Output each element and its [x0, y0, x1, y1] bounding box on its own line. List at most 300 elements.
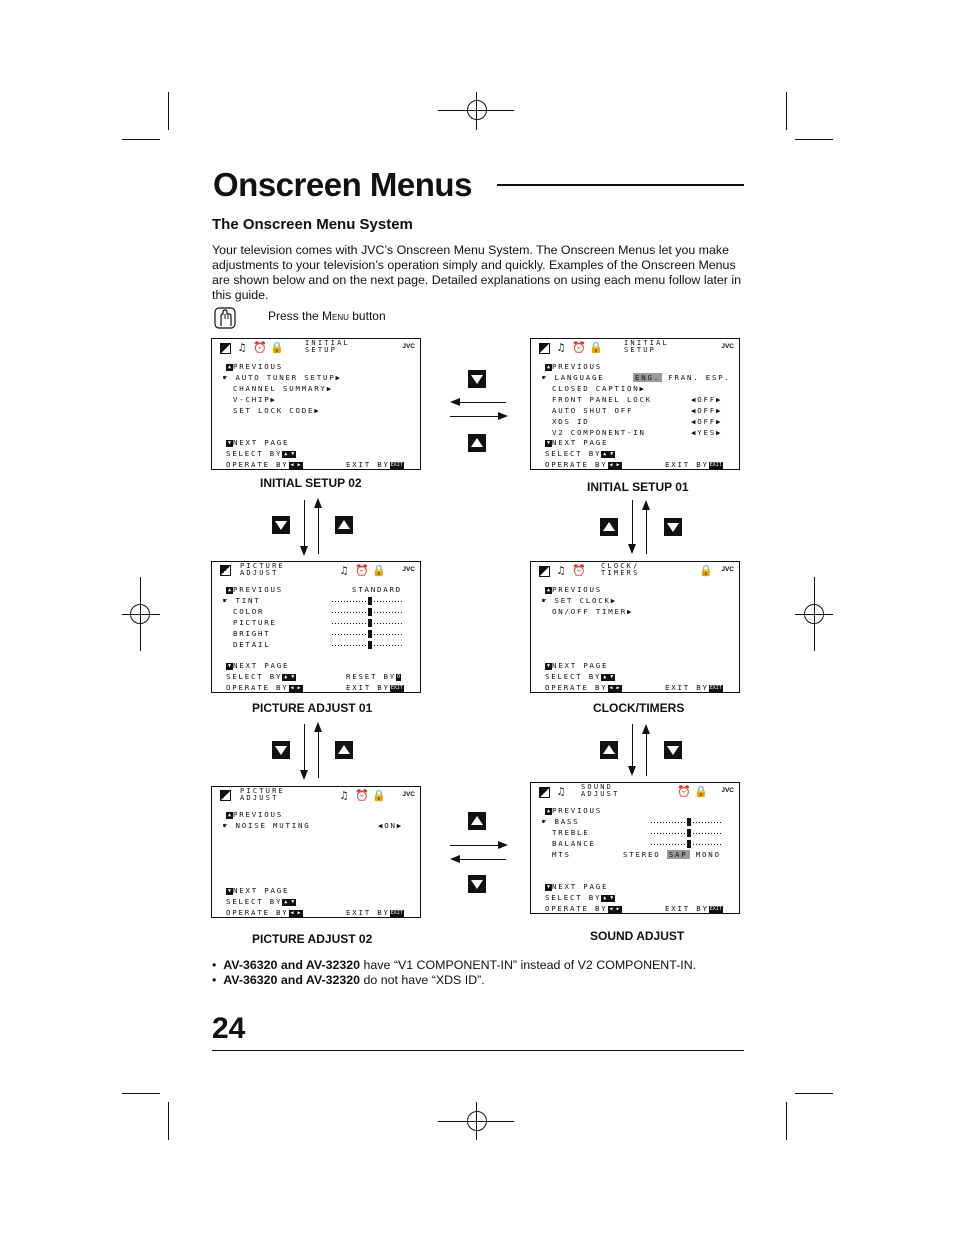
screen-picture-adjust-02	[211, 786, 421, 918]
lock-icon: 🔒	[372, 789, 386, 802]
level-bar	[651, 816, 723, 827]
value-text: ON	[384, 821, 397, 830]
menu-title-line1: SOUND	[581, 783, 614, 791]
footer-exit	[346, 459, 404, 470]
lock-icon: 🔒	[372, 564, 386, 577]
screen-initial-setup-02	[211, 338, 421, 470]
arrow-left-line	[458, 402, 506, 403]
down-button-icon	[664, 518, 682, 536]
menu-title-line2: ADJUST	[581, 790, 620, 798]
footer-label: EXIT BY	[346, 683, 390, 692]
footer-label: OPERATE BY	[226, 908, 289, 917]
menu-title	[601, 563, 640, 577]
arrow-left-head	[450, 398, 460, 406]
arrow-down-line	[632, 724, 633, 766]
sound-icon: ♫	[557, 564, 565, 577]
menu-row	[552, 416, 590, 427]
sound-icon: ♫	[340, 564, 348, 577]
intro-paragraph: Your television comes with JVC’s Onscreen Menu System. The Onscreen Menus let you make adjustments to your television’s operation simply and quickly. Examples of the Onscreen Menus are shown below and on the next page. Detailed explanations on using each menu follow later in this guide.	[212, 243, 742, 302]
row-value: ◀OFF▶	[691, 395, 723, 404]
menu-icons	[220, 342, 282, 354]
menu-row	[233, 606, 264, 617]
menu-title-line2: SETUP	[305, 346, 338, 354]
row-previous: PREVIOUS	[552, 362, 602, 371]
arrow-down-head	[300, 546, 308, 556]
level-bar	[332, 595, 404, 606]
crop-mark	[168, 92, 169, 130]
row-previous: PREVIOUS	[233, 585, 283, 594]
menu-row-selected	[542, 372, 605, 383]
note-text: have “V1 COMPONENT-IN” instead of V2 COMPONENT-IN.	[360, 958, 697, 972]
footer-rule	[212, 1050, 744, 1051]
right-arrow-icon: ▶	[616, 905, 620, 912]
footer-next	[545, 881, 608, 892]
picture-icon	[220, 790, 231, 801]
option-selected: ENG.	[635, 373, 660, 382]
down-button-icon	[468, 370, 486, 388]
exit-key: EXIT	[390, 684, 403, 691]
screen-sound-adjust	[530, 782, 740, 914]
level-bar	[332, 639, 404, 650]
menu-title	[624, 340, 669, 354]
footer-label: EXIT BY	[665, 683, 709, 692]
hand-pointer-icon: ☛	[542, 817, 549, 826]
value-text: YES	[697, 428, 716, 437]
menu-row-selected	[223, 595, 261, 606]
menu-title-line1: PICTURE	[240, 562, 285, 570]
option-other: STEREO	[623, 850, 661, 859]
menu-row	[545, 584, 602, 595]
language-options	[633, 372, 731, 383]
footer-label: SELECT BY	[545, 672, 602, 681]
row-label: MTS	[552, 850, 571, 859]
arrow-up-head	[314, 498, 322, 508]
jvc-logo: JVC	[402, 343, 415, 350]
reset-key: 0	[397, 673, 401, 680]
footer-label: EXIT BY	[346, 460, 390, 469]
down-arrow-icon: ▼	[546, 439, 550, 446]
left-arrow-icon: ◀	[609, 461, 613, 468]
row-label: CLOSED CAPTION	[552, 384, 640, 393]
level-bar-track	[332, 609, 404, 615]
up-button-icon	[335, 741, 353, 759]
footer-label: SELECT BY	[545, 893, 602, 902]
arrow-up-line	[318, 508, 319, 554]
row-label: FRONT PANEL LOCK	[552, 395, 652, 404]
down-button-icon	[468, 875, 486, 893]
clock-icon: ⏰	[677, 785, 691, 798]
down-arrow-icon: ▼	[291, 450, 295, 457]
menu-title-line1: CLOCK/	[601, 562, 640, 570]
crop-mark	[786, 92, 787, 130]
arrow-left-line	[458, 859, 506, 860]
menu-row: CHANNEL SUMMARY▶	[233, 384, 333, 393]
menu-row	[552, 405, 633, 416]
left-arrow-icon: ◀	[290, 909, 294, 916]
row-label: BRIGHT	[233, 629, 271, 638]
down-arrow-icon: ▼	[610, 673, 614, 680]
row-label: V2 COMPONENT-IN	[552, 428, 646, 437]
menu-row	[233, 639, 271, 650]
jvc-logo: JVC	[721, 787, 734, 794]
up-button-icon	[468, 434, 486, 452]
menu-title	[240, 563, 285, 577]
menu-row	[233, 617, 277, 628]
down-button-icon	[272, 516, 290, 534]
left-arrow-icon: ◀	[609, 684, 613, 691]
right-arrow-icon: ▶	[297, 684, 301, 691]
menu-icons-right	[338, 790, 384, 802]
sound-icon: ♫	[557, 785, 565, 798]
row-label: NOISE MUTING	[235, 821, 311, 830]
footer-label: SELECT BY	[226, 449, 283, 458]
press-text-post: button	[348, 309, 386, 323]
footer-label: NEXT PAGE	[552, 882, 609, 891]
crop-mark	[122, 139, 160, 140]
footer-exit	[665, 903, 723, 914]
row-label: PICTURE	[233, 618, 277, 627]
press-text-pre: Press the M	[268, 309, 333, 323]
row-label: TINT	[235, 596, 261, 605]
lock-icon: 🔒	[694, 785, 708, 798]
down-arrow-icon: ▼	[227, 662, 231, 669]
footer-next	[545, 437, 608, 448]
row-label: BASS	[554, 817, 580, 826]
level-bar-track	[332, 598, 404, 604]
value-text: OFF	[697, 417, 716, 426]
footer-reset	[346, 671, 401, 682]
right-arrow-icon: ▶	[297, 909, 301, 916]
clock-icon: ⏰	[253, 341, 267, 354]
footer-next	[226, 885, 289, 896]
footer-operate	[226, 907, 303, 918]
picture-icon	[539, 343, 550, 354]
press-menu-instruction	[268, 309, 386, 323]
row-label: V-CHIP	[233, 395, 271, 404]
up-button-icon	[600, 518, 618, 536]
footer-label: OPERATE BY	[545, 460, 608, 469]
arrow-down-line	[632, 500, 633, 544]
registration-mark	[122, 614, 160, 615]
arrow-right-head	[498, 412, 508, 420]
level-bar-track	[332, 631, 404, 637]
row-value: ◀YES▶	[691, 428, 723, 437]
menu-title-line2: SETUP	[624, 346, 657, 354]
jvc-logo: JVC	[402, 566, 415, 573]
row-previous: PREVIOUS	[552, 806, 602, 815]
footer-operate	[226, 682, 303, 693]
menu-row	[552, 849, 571, 860]
footer-exit	[665, 682, 723, 693]
row-label: COLOR	[233, 607, 265, 616]
menu-icons-right	[699, 565, 711, 577]
picture-mode: STANDARD	[352, 585, 402, 594]
row-label: ON/OFF TIMER	[552, 607, 627, 616]
picture-icon	[539, 566, 550, 577]
footer-operate	[226, 459, 303, 470]
sound-icon: ♫	[238, 341, 246, 354]
menu-row	[226, 809, 283, 820]
menu-title-line2: ADJUST	[240, 569, 279, 577]
clock-icon: ⏰	[355, 789, 369, 802]
footer-select	[226, 671, 296, 682]
level-bar	[651, 838, 723, 849]
arrow-up-line	[318, 732, 319, 778]
up-arrow-icon: ▲	[227, 811, 231, 818]
footer-label: EXIT BY	[665, 460, 709, 469]
footer-label: SELECT BY	[545, 449, 602, 458]
page-number: 24	[212, 1012, 246, 1045]
row-label: BALANCE	[552, 839, 596, 848]
level-bar	[332, 606, 404, 617]
down-button-icon	[272, 741, 290, 759]
registration-mark	[476, 1102, 477, 1140]
hand-pointer-icon: ☛	[223, 596, 230, 605]
section-heading: The Onscreen Menu System	[212, 216, 413, 233]
note-item: • AV-36320 and AV-32320 do not have “XDS ID”.	[212, 973, 485, 987]
arrow-right-line	[450, 416, 498, 417]
up-arrow-icon: ▲	[227, 363, 231, 370]
exit-key: EXIT	[709, 905, 722, 912]
row-previous: PREVIOUS	[233, 362, 283, 371]
value-text: OFF	[697, 406, 716, 415]
footer-label: OPERATE BY	[226, 460, 289, 469]
arrow-left-head	[450, 855, 460, 863]
option-other: MONO	[695, 850, 721, 859]
menu-icons	[220, 790, 231, 801]
down-arrow-icon: ▼	[546, 662, 550, 669]
up-arrow-icon: ▲	[603, 673, 607, 680]
menu-row	[552, 827, 590, 838]
level-bar-track	[332, 620, 404, 626]
footer-label: NEXT PAGE	[233, 886, 290, 895]
arrow-down-head	[628, 766, 636, 776]
footer-select	[545, 892, 615, 903]
footer-operate	[545, 903, 622, 914]
hand-pointer-icon: ☛	[223, 821, 230, 830]
note-text: do not have “XDS ID”.	[360, 973, 485, 987]
down-arrow-icon: ▼	[291, 673, 295, 680]
menu-row: ON/OFF TIMER▶	[552, 607, 634, 616]
up-arrow-icon: ▲	[603, 894, 607, 901]
hand-pointer-icon: ☛	[542, 373, 549, 382]
footer-label: EXIT BY	[346, 908, 390, 917]
level-bar-track	[651, 841, 723, 847]
row-previous: PREVIOUS	[552, 585, 602, 594]
caption-picture-adjust-01: PICTURE ADJUST 01	[252, 701, 373, 715]
arrow-right-line	[450, 845, 498, 846]
right-arrow-icon: ▶	[297, 461, 301, 468]
menu-icons-right	[338, 565, 384, 577]
picture-icon	[539, 787, 550, 798]
menu-icons	[539, 565, 584, 577]
arrow-up-head	[314, 722, 322, 732]
menu-row	[545, 361, 602, 372]
clock-icon: ⏰	[355, 564, 369, 577]
menu-row	[226, 361, 283, 372]
up-arrow-icon: ▲	[284, 450, 288, 457]
down-arrow-icon: ▼	[610, 450, 614, 457]
note-item: • AV-36320 and AV-32320 have “V1 COMPONENT-IN” instead of V2 COMPONENT-IN.	[212, 958, 697, 972]
menu-title	[240, 788, 285, 802]
menu-row	[226, 584, 283, 595]
footer-label: SELECT BY	[226, 672, 283, 681]
caption-sound-adjust: SOUND ADJUST	[590, 929, 685, 943]
row-value: ◀ON▶	[378, 821, 403, 830]
clock-icon: ⏰	[572, 341, 586, 354]
footer-operate	[545, 459, 622, 470]
registration-mark	[476, 92, 477, 130]
up-arrow-icon: ▲	[546, 363, 550, 370]
menu-row: CLOSED CAPTION▶	[552, 384, 646, 393]
lock-icon: 🔒	[270, 341, 284, 354]
footer-label: RESET BY	[346, 672, 396, 681]
menu-title	[305, 340, 350, 354]
menu-row: V-CHIP▶	[233, 395, 277, 404]
menu-title-line1: INITIAL	[305, 339, 350, 347]
menu-icons-right	[677, 786, 706, 798]
up-arrow-icon: ▲	[546, 807, 550, 814]
footer-select	[545, 671, 615, 682]
up-arrow-icon: ▲	[284, 898, 288, 905]
menu-icons	[539, 786, 567, 798]
footer-label: OPERATE BY	[226, 683, 289, 692]
menu-row-selected	[542, 816, 580, 827]
screen-clock-timers	[530, 561, 740, 693]
hand-press-icon	[212, 305, 238, 331]
lock-icon: 🔒	[589, 341, 603, 354]
menu-icons	[220, 565, 231, 576]
crop-mark	[795, 139, 833, 140]
caption-picture-adjust-02: PICTURE ADJUST 02	[252, 932, 373, 946]
mts-options	[623, 849, 721, 860]
exit-key: EXIT	[709, 461, 722, 468]
crop-mark	[168, 1102, 169, 1140]
footer-select	[545, 448, 615, 459]
caption-initial-setup-01: INITIAL SETUP 01	[587, 480, 689, 494]
lock-icon: 🔒	[699, 564, 713, 577]
page-title: Onscreen Menus	[213, 166, 472, 203]
level-bar	[332, 628, 404, 639]
footer-next	[226, 437, 289, 448]
arrow-up-line	[646, 510, 647, 554]
footer-label: OPERATE BY	[545, 904, 608, 913]
footer-label: NEXT PAGE	[233, 661, 290, 670]
arrow-down-head	[300, 770, 308, 780]
up-arrow-icon: ▲	[546, 586, 550, 593]
footer-select	[226, 448, 296, 459]
right-arrow-icon: ▶	[616, 684, 620, 691]
row-label: DETAIL	[233, 640, 271, 649]
level-bar-track	[332, 642, 404, 648]
crop-mark	[122, 1093, 160, 1094]
screen-initial-setup-01	[530, 338, 740, 470]
row-label: AUTO TUNER SETUP	[235, 373, 336, 382]
picture-icon	[220, 343, 231, 354]
down-arrow-icon: ▼	[291, 898, 295, 905]
down-arrow-icon: ▼	[227, 439, 231, 446]
menu-row	[552, 838, 596, 849]
footer-exit	[665, 459, 723, 470]
hand-pointer-icon: ☛	[223, 373, 230, 382]
footer-next	[226, 660, 289, 671]
arrow-down-head	[628, 544, 636, 554]
footer-label: SELECT BY	[226, 897, 283, 906]
menu-title-line1: INITIAL	[624, 339, 669, 347]
caption-clock-timers: CLOCK/TIMERS	[593, 701, 685, 715]
row-label: LANGUAGE	[554, 373, 605, 382]
up-arrow-icon: ▲	[284, 673, 288, 680]
jvc-logo: JVC	[402, 791, 415, 798]
note-models: AV-36320 and AV-32320	[223, 973, 361, 987]
crop-mark	[786, 1102, 787, 1140]
level-bar	[332, 617, 404, 628]
menu-row	[545, 805, 602, 816]
option-other: FRAN. ESP.	[668, 373, 731, 382]
left-arrow-icon: ◀	[290, 684, 294, 691]
down-button-icon	[664, 741, 682, 759]
footer-select	[226, 896, 296, 907]
arrow-down-line	[304, 724, 305, 770]
note-models: AV-36320 and AV-32320	[223, 958, 361, 972]
menu-row: SET LOCK CODE▶	[233, 406, 321, 415]
up-button-icon	[335, 516, 353, 534]
footer-exit	[346, 682, 404, 693]
menu-row	[552, 394, 652, 405]
down-arrow-icon: ▼	[546, 883, 550, 890]
left-arrow-icon: ◀	[609, 905, 613, 912]
row-label: AUTO SHUT OFF	[552, 406, 634, 415]
menu-icons	[539, 342, 601, 354]
row-label: XDS ID	[552, 417, 590, 426]
row-label: SET LOCK CODE	[233, 406, 315, 415]
jvc-logo: JVC	[721, 343, 734, 350]
menu-title-line2: TIMERS	[601, 569, 640, 577]
level-bar	[651, 827, 723, 838]
menu-row-selected: ☛ SET CLOCK▶	[542, 596, 617, 605]
menu-row-selected: ☛ AUTO TUNER SETUP▶	[223, 373, 342, 382]
value-text: OFF	[697, 395, 716, 404]
footer-exit	[346, 907, 404, 918]
arrow-up-line	[646, 734, 647, 776]
up-button-icon	[468, 812, 486, 830]
footer-label: OPERATE BY	[545, 683, 608, 692]
row-previous: PREVIOUS	[233, 810, 283, 819]
title-rule	[497, 184, 744, 186]
picture-icon	[220, 565, 231, 576]
screen-picture-adjust-01	[211, 561, 421, 693]
sound-icon: ♫	[340, 789, 348, 802]
option-selected: SAP	[668, 850, 688, 859]
right-arrow-icon: ▶	[616, 461, 620, 468]
up-arrow-icon: ▲	[603, 450, 607, 457]
row-value: ◀OFF▶	[691, 417, 723, 426]
exit-key: EXIT	[390, 461, 403, 468]
row-value: ◀OFF▶	[691, 406, 723, 415]
left-arrow-icon: ◀	[290, 461, 294, 468]
footer-label: NEXT PAGE	[552, 661, 609, 670]
arrow-down-line	[304, 500, 305, 546]
up-button-icon	[600, 741, 618, 759]
hand-pointer-icon: ☛	[542, 596, 549, 605]
footer-label: NEXT PAGE	[552, 438, 609, 447]
row-label: SET CLOCK	[554, 596, 611, 605]
press-text-menu: enu	[332, 309, 349, 323]
model-notes	[212, 958, 696, 988]
exit-key: EXIT	[709, 684, 722, 691]
level-bar-track	[651, 830, 723, 836]
down-arrow-icon: ▼	[227, 887, 231, 894]
